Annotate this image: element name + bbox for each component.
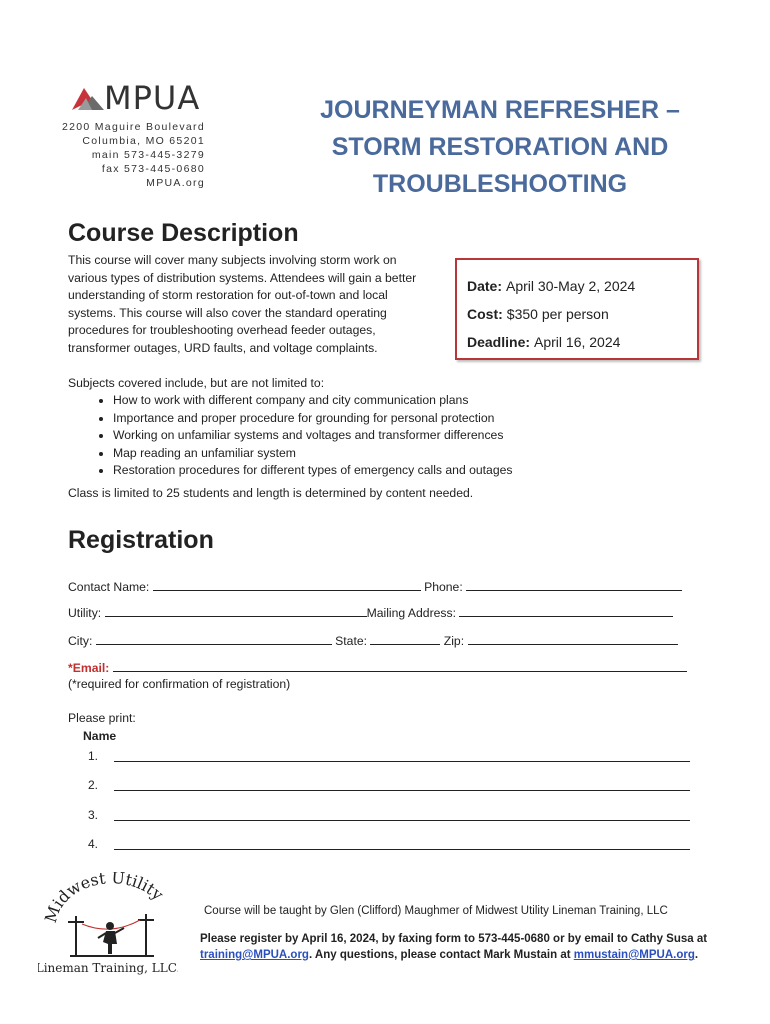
subject-item: • Restoration procedures for different types of emergency calls and outages	[113, 462, 688, 479]
svg-text:Midwest Utility	[41, 872, 167, 925]
utility-field[interactable]	[105, 604, 367, 617]
course-info-box	[455, 258, 699, 360]
city-label: City:	[68, 634, 93, 648]
zip-field[interactable]	[468, 632, 678, 645]
utility-label: Utility:	[68, 606, 102, 620]
cost-label: Cost:	[467, 306, 503, 322]
mustain-email-link[interactable]: mmustain@MPUA.org	[573, 949, 695, 961]
lineman-logo-icon	[38, 872, 178, 976]
address-block	[60, 120, 205, 190]
state-label: State:	[335, 634, 367, 648]
deadline-value: April 16, 2024	[534, 334, 621, 350]
website: MPUA.org	[146, 177, 205, 189]
midwest-utility-logo	[38, 872, 178, 976]
zip-label: Zip:	[443, 634, 465, 648]
register-instructions	[200, 931, 710, 963]
subjects-section	[68, 375, 688, 479]
address-line: 2200 Maguire Boulevard	[61, 121, 205, 133]
date-line	[467, 278, 635, 294]
mailing-address-label: Mailing Address:	[366, 606, 456, 620]
contact-phone-row	[68, 578, 693, 594]
description-line: various types of distribution systems. Attendees will gain a better	[68, 270, 417, 285]
phone-label: Phone:	[424, 580, 463, 594]
phone-field[interactable]	[466, 578, 682, 591]
course-title-line: JOURNEYMAN REFRESHER –	[320, 96, 680, 124]
training-email-link[interactable]: training@MPUA.org	[200, 949, 309, 961]
subject-item: • Map reading an unfamiliar system	[113, 445, 688, 462]
attendee-name-field[interactable]	[114, 790, 690, 791]
attendee-number: 2.	[88, 778, 99, 792]
course-description-heading: Course Description	[68, 219, 299, 247]
phone-fax: fax 573-445-0680	[101, 163, 205, 175]
email-note: (*required for confirmation of registration)	[68, 677, 291, 691]
subjects-list	[68, 392, 688, 479]
description-line: transformer outages, URD faults, and voltage complaints.	[68, 340, 378, 355]
email-field[interactable]	[113, 659, 687, 672]
date-label: Date:	[467, 278, 503, 294]
course-title-line: STORM RESTORATION AND	[331, 133, 669, 161]
attendee-number: 4.	[88, 837, 99, 851]
date-value: April 30-May 2, 2024	[506, 278, 636, 294]
cost-line	[467, 306, 609, 322]
please-print-label: Please print:	[68, 711, 136, 725]
deadline-line	[467, 334, 620, 350]
name-column-header: Name	[83, 729, 117, 743]
register-text: . Any questions, please contact Mark Mustain at	[308, 949, 574, 961]
mpua-logo-mark-icon	[70, 84, 106, 114]
city-field[interactable]	[96, 632, 332, 645]
subject-item: • Working on unfamiliar systems and voltages and transformer differences	[113, 427, 688, 444]
contact-name-field[interactable]	[153, 578, 421, 591]
logo-bottom-text: Lineman Training, LLC.	[38, 961, 178, 975]
phone-main: main 573-445-3279	[91, 149, 205, 161]
email-label: *Email:	[68, 661, 110, 675]
course-description-text	[68, 252, 448, 358]
attendee-number: 1.	[88, 749, 99, 763]
email-row	[68, 659, 693, 675]
subject-item: • How to work with different company and city communication plans	[113, 392, 688, 409]
city-state-zip-row	[68, 632, 693, 648]
attendee-name-field[interactable]	[114, 820, 690, 821]
description-line: understanding of storm restoration for out-of-town and local	[68, 288, 388, 303]
attendee-name-field[interactable]	[114, 849, 690, 850]
attendee-name-field[interactable]	[114, 761, 690, 762]
course-title	[300, 92, 700, 203]
instructor-note: Course will be taught by Glen (Clifford) Maughmer of Midwest Utility Lineman Training, LLC	[204, 905, 668, 917]
deadline-label: Deadline:	[467, 334, 531, 350]
logo-arc-text: Midwest Utility	[40, 872, 168, 926]
utility-address-row	[68, 604, 693, 620]
description-line: procedures for troubleshooting overhead feeder outages,	[68, 323, 376, 338]
state-field[interactable]	[370, 632, 440, 645]
description-line: This course will cover many subjects involving storm work on	[68, 253, 397, 267]
subject-item: • Importance and proper procedure for grounding for personal protection	[113, 410, 688, 427]
cost-value: $350 per person	[506, 306, 609, 322]
description-line: systems. This course will also cover the standard operating	[68, 305, 387, 320]
address-line: Columbia, MO 65201	[82, 135, 205, 147]
subjects-intro: Subjects covered include, but are not limited to:	[68, 376, 325, 390]
attendee-number: 3.	[88, 808, 99, 822]
contact-name-label: Contact Name:	[68, 580, 150, 594]
register-text: Please register by April 16, 2024, by faxing form to 573-445-0680 or by email to Cathy Susa at	[200, 933, 708, 945]
mpua-logo	[70, 79, 215, 120]
class-limit-note: Class is limited to 25 students and length is determined by content needed.	[68, 486, 474, 500]
registration-heading: Registration	[68, 526, 214, 554]
course-title-line: TROUBLESHOOTING	[372, 170, 628, 198]
register-text: .	[694, 949, 699, 961]
mailing-address-field[interactable]	[459, 604, 673, 617]
logo-wordmark: MPUA	[104, 79, 201, 117]
